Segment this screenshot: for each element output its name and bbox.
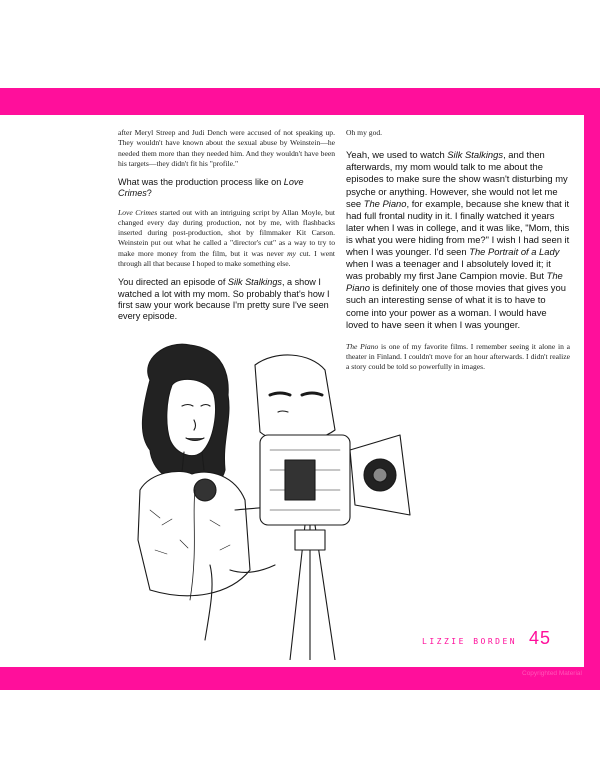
- top-magenta-band: [0, 88, 600, 115]
- answer-love-crimes: Love Crimes started out with an intriguing script by Allan Moyle, but changed every day during production, not by me, with flashbacks inserted during post-production, shot by filmmaker Kit Carson. Weinstein put out what he called a "director's cut" as a way to try to make more money from the film, but it was never my cut. I went through all that because I hoped to make something else.: [118, 207, 335, 269]
- answer-oh-my-god: Oh my god.: [346, 128, 383, 137]
- camera-hood: [255, 355, 335, 442]
- face-shape: [167, 379, 216, 455]
- paragraph-weinstein: after Meryl Streep and Judi Dench were accused of not speaking up. They wouldn't have known about the sexual abuse by Weinstein—he needed them more than they needed him. And they wouldn't have been his targets—they didn't fit his "profile.": [118, 128, 335, 168]
- left-column: [118, 128, 335, 322]
- answer-favorite-film: The Piano is one of my favorite films. I remember seeing it alone in a theater in Finland. I couldn't move for an hour afterwards. I didn't realize a story could be told so powerfully in images.: [346, 341, 570, 372]
- right-magenta-band: [584, 88, 600, 690]
- question-silk-stalkings: You directed an episode of Silk Stalkings, a show I watched a lot with my mom. So probably that's how I first saw your work because I'm pretty sure I've seen every episode.: [118, 277, 330, 321]
- question-production-process: What was the production process like on Love Crimes?: [118, 177, 304, 199]
- footer-author-name: LIZZIE BORDEN: [422, 637, 518, 646]
- show-title: Silk Stalkings: [227, 277, 282, 288]
- right-column: [346, 128, 570, 373]
- film-title: Love Crimes: [118, 177, 304, 199]
- bottom-magenta-band: [0, 667, 600, 690]
- question-the-piano: Yeah, we used to watch Silk Stalkings, and then afterwards, my mom would talk to me about the episodes to make sure the show wasn't disturbing my psyche or anything. However, she would not let me see The Piano, for example, because she knew that it had full frontal nudity in it. I finally watched it years later when I was in college, and it was like, "Mom, this is what you were hiding from me?" I wish I had seen it when I was younger. I'd seen The Portrait of a Lady when I was a teenager and I absolutely loved it; it was probably my first Jane Campion movie. But The Piano is definitely one of those movies that gives you such an interesting sense of what it is to have to come into your power as a woman. I would have loved to have seen it when I was younger.: [346, 149, 570, 330]
- director-camera-illustration: [110, 340, 440, 660]
- headphones-icon: [194, 479, 216, 501]
- film-title: Love Crimes: [118, 207, 158, 217]
- copyright-watermark: Copyrighted Material: [522, 670, 582, 677]
- page-number: 45: [529, 628, 552, 648]
